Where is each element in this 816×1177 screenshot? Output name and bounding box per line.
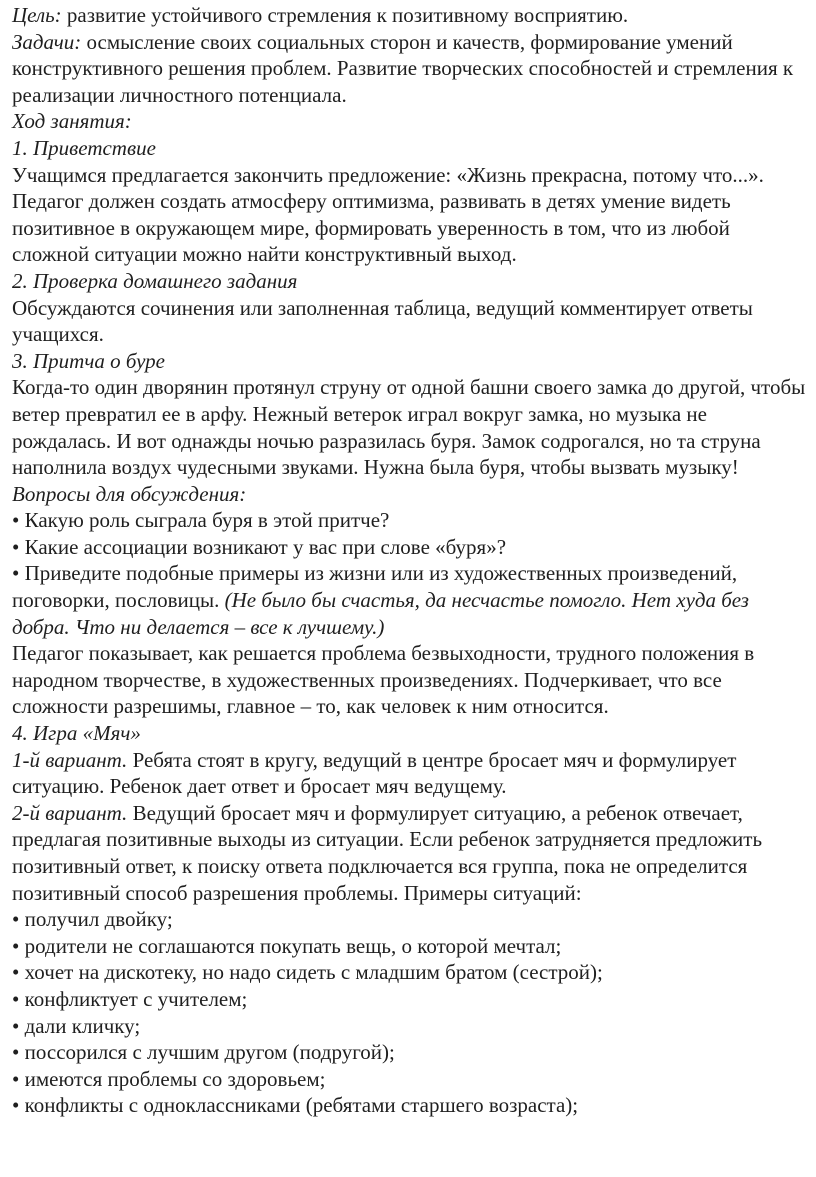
question-item: • Какие ассоциации возникают у вас при слове «буря»? xyxy=(12,534,806,561)
section1-paragraph-2: Педагог должен создать атмосферу оптимизма, развивать в детях умение видеть позитивное в окружающем мире, формировать уверенность в том, что из любой сложной ситуации можно найти конструктивный выход. xyxy=(12,189,731,267)
variant2-paragraph xyxy=(12,800,806,906)
situation-item: • хочет на дискотеку, но надо сидеть с младшим братом (сестрой); xyxy=(12,959,806,986)
situation-item: • родители не соглашаются покупать вещь, о которой мечтал; xyxy=(12,933,806,960)
questions-heading: Вопросы для обсуждения: xyxy=(12,481,247,506)
variant1-text: Ребята стоят в кругу, ведущий в центре бросает мяч и формулирует ситуацию. Ребенок дает ответ и бросает мяч ведущему. xyxy=(12,747,737,799)
variant1-paragraph xyxy=(12,747,806,800)
situations-list xyxy=(12,906,806,1119)
variant1-label: 1-й вариант. xyxy=(12,747,128,772)
tasks-text: осмысление своих социальных сторон и качеств, формирование умений конструктивного решения проблем. Развитие творческих способностей и стремления к реализации личностного потенциала. xyxy=(12,29,794,107)
situation-item: • дали кличку; xyxy=(12,1013,806,1040)
tasks-label: Задачи: xyxy=(12,29,82,54)
section1-heading: 1. Приветствие xyxy=(12,135,156,160)
situation-item: • имеются проблемы со здоровьем; xyxy=(12,1066,806,1093)
question-item: • Какую роль сыграла буря в этой притче? xyxy=(12,507,806,534)
variant2-label: 2-й вариант. xyxy=(12,800,128,825)
question-item xyxy=(12,560,806,640)
section1-paragraph-1: Учащимся предлагается закончить предложение: «Жизнь прекрасна, потому что...». xyxy=(12,162,764,187)
question-text: Приведите подобные примеры из жизни или из художественных произведений, поговорки, пословицы. xyxy=(12,561,738,613)
variant2-text: Ведущий бросает мяч и формулирует ситуацию, а ребенок отвечает, предлагая позитивные выходы из ситуации. Если ребенок затрудняется предложить позитивный ответ, к поиску ответа подключается вся группа, пока не определится позитивный способ разрешения проблемы. Примеры ситуаций: xyxy=(12,800,763,905)
section4-heading: 4. Игра «Мяч» xyxy=(12,721,141,746)
section3-heading: 3. Притча о буре xyxy=(12,348,165,373)
parable-text: Когда-то один дворянин протянул струну от одной башни своего замка до другой, чтобы ветер превратил ее в арфу. Нежный ветерок играл вокруг замка, но музыка не рождалась. И вот однажды ночью разразилась буря. Замок содрогался, но та струна наполнила воздух чудесными звуками. Нужна была буря, чтобы вызвать музыку! xyxy=(12,375,806,480)
proverbs-text: (Не было бы счастья, да несчастье помогло. Нет худа без добра. Что ни делается – все к лучшему.) xyxy=(12,588,750,639)
situation-item: • конфликтует с учителем; xyxy=(12,986,806,1013)
goal-label: Цель: xyxy=(12,3,62,27)
goal-text: развитие устойчивого стремления к позитивному восприятию. xyxy=(61,3,629,27)
situation-item: • поссорился с лучшим другом (подругой); xyxy=(12,1039,806,1066)
goal-paragraph xyxy=(12,2,806,29)
tasks-paragraph xyxy=(12,29,806,109)
section2-heading: 2. Проверка домашнего задания xyxy=(12,268,298,293)
course-heading: Ход занятия: xyxy=(12,109,132,134)
situation-item: • получил двойку; xyxy=(12,906,806,933)
situation-item: • конфликты с одноклассниками (ребятами старшего возраста); xyxy=(12,1092,806,1119)
section2-paragraph-1: Обсуждаются сочинения или заполненная таблица, ведущий комментирует ответы учащихся. xyxy=(12,295,753,347)
section3-paragraph-2: Педагог показывает, как решается проблема безвыходности, трудного положения в народном творчестве, в художественных произведениях. Подчеркивает, что все сложности разрешимы, главное – то, как человек к ним относится. xyxy=(12,641,755,719)
